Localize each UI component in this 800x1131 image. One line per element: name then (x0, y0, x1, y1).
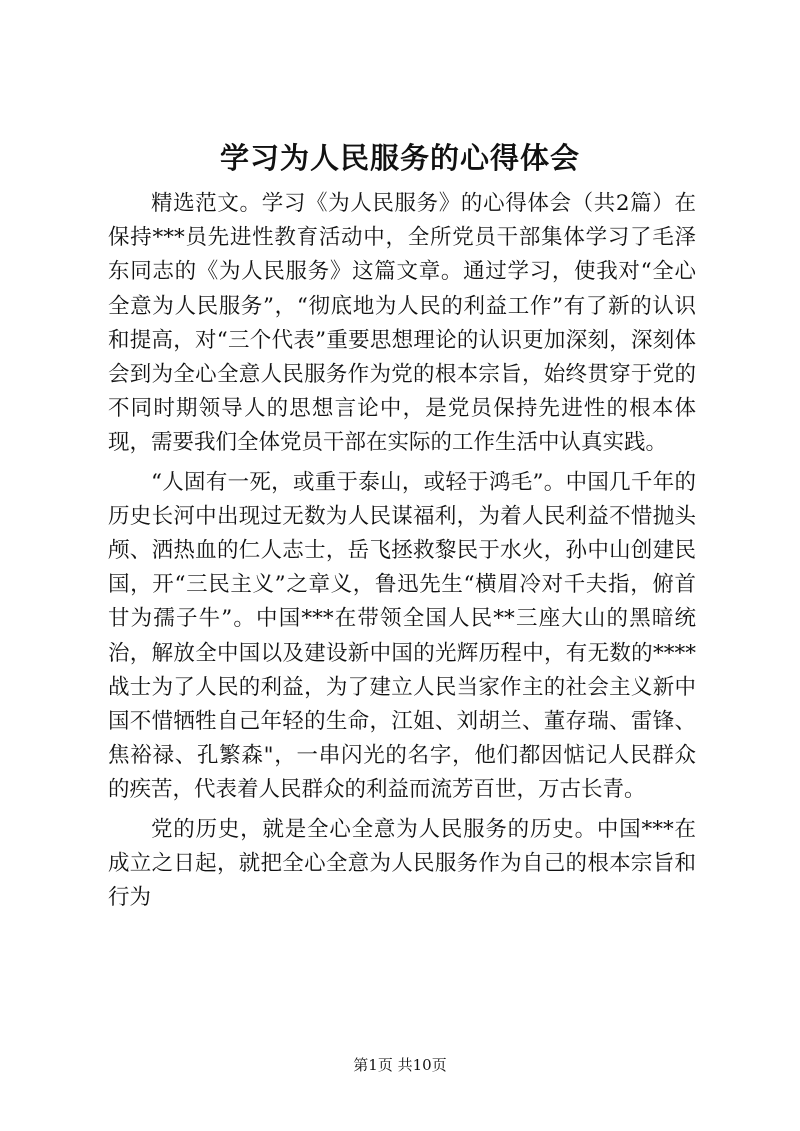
page-number-footer: 第1页 共10页 (353, 1056, 447, 1074)
paragraph-2: “人固有一死，或重于泰山，或轻于鸿毛”。中国几千年的历史长河中出现过无数为人民谋福利，为着人民利益不惜抛头颅、洒热血的仁人志士，岳飞拯救黎民于水火，孙中山创建民国，开“三民主义”之章义，鲁迅先生“横眉冷对千夫指，俯首甘为孺子牛”。中国***在带领全国人民**三座大山的黑暗统治，解放全中国以及建设新中国的光辉历程中，有无数的****战士为了人民的利益，为了建立人民当家作主的社会主义新中国不惜牺牲自己年轻的生命，江姐、刘胡兰、董存瑞、雷锋、焦裕禄、孔繁森"，一串闪光的名字，他们都因惦记人民群众的疾苦，代表着人民群众的利益而流芳百世，万古长青。 (108, 469, 696, 803)
document-title: 学习为人民服务的心得体会 (219, 141, 580, 175)
paragraph-1: 精选范文。学习《为人民服务》的心得体会（共2篇）在保持***员先进性教育活动中，全所党员干部集体学习了毛泽东同志的《为人民服务》这篇文章。通过学习，使我对“全心全意为人民服务”，“彻底地为人民的利益工作”有了新的认识和提高，对“三个代表”重要思想理论的认识更加深刻，深刻体会到为全心全意人民服务作为党的根本宗旨，始终贯穿于党的不同时期领导人的思想言论中，是党员保持先进性的根本体现，需要我们全体党员干部在实际的工作生活中认真实践。 (108, 191, 696, 456)
paragraph-3: 党的历史，就是全心全意为人民服务的历史。中国***在成立之日起，就把全心全意为人民服务作为自己的根本宗旨和行为 (108, 816, 696, 911)
document-body (108, 187, 696, 915)
